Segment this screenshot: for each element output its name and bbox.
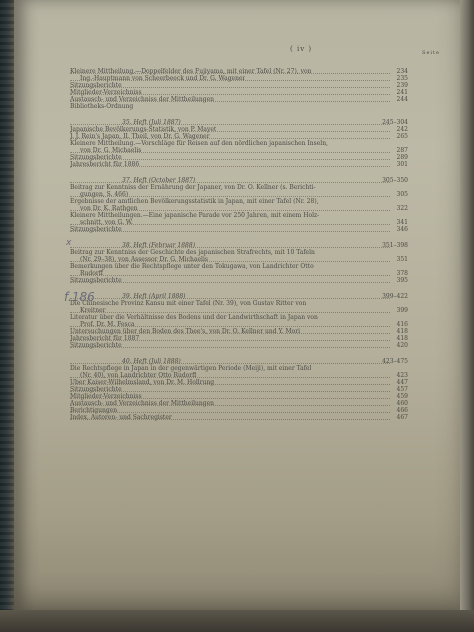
toc-row bbox=[70, 263, 408, 270]
toc-entry-title: von Dr. G. Michaelis bbox=[80, 147, 142, 154]
toc-row bbox=[70, 191, 408, 198]
toc-entry-title: Jahresbericht für 1887 bbox=[70, 335, 140, 342]
heft-heading-row bbox=[70, 119, 408, 126]
toc-entry-title: Sitzungsberichte bbox=[70, 226, 122, 233]
leader-dots bbox=[70, 363, 390, 364]
toc-entry-title: Index, Autoren- und Sachregister bbox=[70, 414, 172, 421]
toc-page-number: 423 bbox=[396, 372, 408, 379]
toc-entry-title: (Nr. 29–38), von Assessor Dr. G. Michaelis bbox=[80, 256, 208, 263]
page-edge-bottom bbox=[0, 610, 474, 632]
toc-row bbox=[70, 393, 408, 400]
toc-row bbox=[70, 256, 408, 263]
toc-entry-title: Jahresbericht für 1886 bbox=[70, 161, 140, 168]
toc-row bbox=[70, 219, 408, 226]
toc-entry-title: J. J. Rein's Japan, II. Theil, von Dr. G. Wagener bbox=[70, 133, 210, 140]
toc-page-number: 378 bbox=[396, 270, 408, 277]
toc-page-number: 346 bbox=[396, 226, 408, 233]
heft-heading-row bbox=[70, 358, 408, 365]
toc-entry-title: Bibliotheks-Ordnung bbox=[70, 103, 134, 110]
toc-page-number: 289 bbox=[396, 154, 408, 161]
toc-entry-title: Berichtigungen bbox=[70, 407, 118, 414]
toc-entry-title: Kreitner bbox=[80, 307, 106, 314]
toc-page-number: 305–350 bbox=[382, 177, 408, 184]
toc-entry-title: Die Rechtspflege in Japan in der gegenwärtigen Periode (Meiji), mit einer Tafel bbox=[70, 365, 312, 372]
toc-entry-title: Ing.-Hauptmann von Scheerbeeck und Dr. G. Wagener bbox=[80, 75, 246, 82]
toc-row bbox=[70, 184, 408, 191]
toc-entry-title: Sitzungsberichte bbox=[70, 82, 122, 89]
toc-entry-title: 38. Heft (Februar 1888) bbox=[122, 242, 196, 249]
leader-dots bbox=[70, 247, 390, 248]
toc-entry-title: Sitzungsberichte bbox=[70, 386, 122, 393]
leader-dots bbox=[70, 182, 390, 183]
toc-row bbox=[70, 270, 408, 277]
toc-page-number: 242 bbox=[396, 126, 408, 133]
toc-entry-title: 37. Heft (October 1887) bbox=[122, 177, 196, 184]
toc-row bbox=[70, 300, 408, 307]
toc-page-number: 341 bbox=[396, 219, 408, 226]
toc-row bbox=[70, 249, 408, 256]
pencil-margin-note: f.186 bbox=[64, 290, 95, 304]
toc-entries bbox=[70, 68, 408, 421]
toc-page-number: 244 bbox=[396, 96, 408, 103]
toc-page-number: 322 bbox=[396, 205, 408, 212]
toc-row bbox=[70, 277, 408, 284]
toc-entry-title: Literatur über die Verhältnisse des Bodens und der Landwirthschaft in Japan von bbox=[70, 314, 318, 321]
toc-row bbox=[70, 335, 408, 342]
toc-entry-title: schnitt, von G. W. bbox=[80, 219, 133, 226]
toc-entry-title: Prof. Dr. M. Fesca bbox=[80, 321, 135, 328]
toc-entry-title: Kleinere Mittheilungen.—Eine japanische Parade vor 250 Jahren, mit einem Holz- bbox=[70, 212, 320, 219]
toc-row bbox=[70, 89, 408, 96]
toc-row bbox=[70, 161, 408, 168]
toc-entry-title: Sitzungsberichte bbox=[70, 277, 122, 284]
toc-row bbox=[70, 198, 408, 205]
toc-entry-title: Japanische Bevölkerungs-Statistik, von P. Mayet bbox=[70, 126, 217, 133]
toc-page-number: 351 bbox=[396, 256, 408, 263]
toc-page-number: 239 bbox=[396, 82, 408, 89]
section-gap bbox=[70, 284, 408, 293]
toc-entry-title: Sitzungsberichte bbox=[70, 154, 122, 161]
toc-entry-title: Austausch- und Verzeichniss der Mittheilungen bbox=[70, 96, 215, 103]
heft-heading-row bbox=[70, 177, 408, 184]
toc-page-number: 241 bbox=[396, 89, 408, 96]
toc-entry-title: Die Chinesische Provinz Kansu mit einer Tafel (Nr. 39), von Gustav Ritter von bbox=[70, 300, 307, 307]
toc-page-number: 418 bbox=[396, 328, 408, 335]
toc-entry-title: Rudorff bbox=[80, 270, 103, 277]
toc-row bbox=[70, 126, 408, 133]
toc-page-number: 447 bbox=[396, 379, 408, 386]
toc-row bbox=[70, 75, 408, 82]
toc-page-number: 466 bbox=[396, 407, 408, 414]
leader-dots bbox=[70, 298, 390, 299]
leader-dots bbox=[70, 312, 390, 313]
page-edge-right bbox=[460, 0, 474, 632]
toc-page-number: 301 bbox=[396, 161, 408, 168]
toc-entry-title: Kleinere Mittheilung.—Vorschläge für Reisen auf den nördlichen japanischen Inseln, bbox=[70, 140, 328, 147]
toc-page-number: 420 bbox=[396, 342, 408, 349]
section-gap bbox=[70, 233, 408, 242]
section-gap bbox=[70, 349, 408, 358]
toc-row bbox=[70, 226, 408, 233]
toc-page-number: 235 bbox=[396, 75, 408, 82]
heft-heading-row bbox=[70, 293, 408, 300]
toc-row bbox=[70, 68, 408, 75]
toc-row bbox=[70, 205, 408, 212]
book-page bbox=[14, 0, 460, 612]
toc-page-number: 351–398 bbox=[382, 242, 408, 249]
toc-entry-title: Untersuchungen über den Boden des Thee's, von Dr. O. Kellner und Y. Mori bbox=[70, 328, 300, 335]
toc-page-number: 234 bbox=[396, 68, 408, 75]
leader-dots bbox=[70, 275, 390, 276]
toc-row bbox=[70, 154, 408, 161]
toc-page-number: 459 bbox=[396, 393, 408, 400]
toc-row bbox=[70, 103, 408, 110]
toc-page-number: 457 bbox=[396, 386, 408, 393]
toc-page-number: 423–475 bbox=[382, 358, 408, 365]
toc-entry-title: gungen, S. 466) bbox=[80, 191, 129, 198]
toc-row bbox=[70, 147, 408, 154]
toc-entry-title: 40. Heft (Juli 1888) bbox=[122, 358, 181, 365]
toc-row bbox=[70, 140, 408, 147]
toc-page-number: 467 bbox=[396, 414, 408, 421]
toc-row bbox=[70, 307, 408, 314]
toc-page-number: 305 bbox=[396, 191, 408, 198]
toc-entry-title: (Nr. 40), von Landrichter Otto Rudorff bbox=[80, 372, 197, 379]
toc-entry-title: 35. Heft (Juli 1887) bbox=[122, 119, 181, 126]
column-label-seite: Seite bbox=[422, 50, 440, 56]
toc-page-number: 399–422 bbox=[382, 293, 408, 300]
toc-entry-title: von Dr. K. Rathgen bbox=[80, 205, 138, 212]
toc-entry-title: Bemerkungen über die Rechtspflege unter den Tokugawa, von Landrichter Otto bbox=[70, 263, 314, 270]
section-gap bbox=[70, 110, 408, 119]
section-gap bbox=[70, 168, 408, 177]
toc-row bbox=[70, 82, 408, 89]
toc-row bbox=[70, 379, 408, 386]
toc-entry-title: 39. Heft (April 1888) bbox=[122, 293, 186, 300]
toc-entry-title: Mitglieder-Verzeichniss bbox=[70, 89, 142, 96]
toc-page-number: 287 bbox=[396, 147, 408, 154]
toc-row bbox=[70, 407, 408, 414]
toc-row bbox=[70, 365, 408, 372]
leader-dots bbox=[70, 124, 390, 125]
toc-row bbox=[70, 372, 408, 379]
toc-row bbox=[70, 133, 408, 140]
toc-entry-title: Beitrag zur Kenntniss der Geschichte des japanischen Strafrechts, mit 10 Tafeln bbox=[70, 249, 315, 256]
toc-row bbox=[70, 96, 408, 103]
toc-row bbox=[70, 400, 408, 407]
toc-entry-title: Ergebnisse der amtlichen Bevölkerungsstatistik in Japan, mit einer Tafel (Nr. 28), bbox=[70, 198, 319, 205]
toc-page-number: 460 bbox=[396, 400, 408, 407]
toc-page-number: 245–304 bbox=[382, 119, 408, 126]
toc-entry-title: Beitrag zur Kenntniss der Ernährung der Japaner, von Dr. O. Kellner (s. Berichti- bbox=[70, 184, 316, 191]
toc-row bbox=[70, 328, 408, 335]
toc-page-number: 395 bbox=[396, 277, 408, 284]
toc-row bbox=[70, 414, 408, 421]
toc-page-number: 399 bbox=[396, 307, 408, 314]
toc-entry-title: Kleinere Mittheilung.—Doppelfelder des Fujiyama, mit einer Tafel (Nr. 27), von bbox=[70, 68, 312, 75]
toc-page-number: 265 bbox=[396, 133, 408, 140]
toc-row bbox=[70, 321, 408, 328]
toc-page-number: 418 bbox=[396, 335, 408, 342]
pencil-margin-note: x bbox=[66, 238, 72, 248]
toc-row bbox=[70, 314, 408, 321]
toc-page-number: 416 bbox=[396, 321, 408, 328]
toc-entry-title: Sitzungsberichte bbox=[70, 342, 122, 349]
toc-entry-title: Über Kaiser-Wilhelmsland, von Dr. M. Hollrung bbox=[70, 379, 215, 386]
page-number: ( iv ) bbox=[290, 45, 313, 53]
toc-row bbox=[70, 386, 408, 393]
toc-entry-title: Mitglieder-Verzeichniss bbox=[70, 393, 142, 400]
leader-dots bbox=[70, 412, 390, 413]
toc-entry-title: Austausch- und Verzeichniss der Mittheilungen bbox=[70, 400, 215, 407]
toc-row bbox=[70, 212, 408, 219]
toc-row bbox=[70, 342, 408, 349]
heft-heading-row bbox=[70, 242, 408, 249]
